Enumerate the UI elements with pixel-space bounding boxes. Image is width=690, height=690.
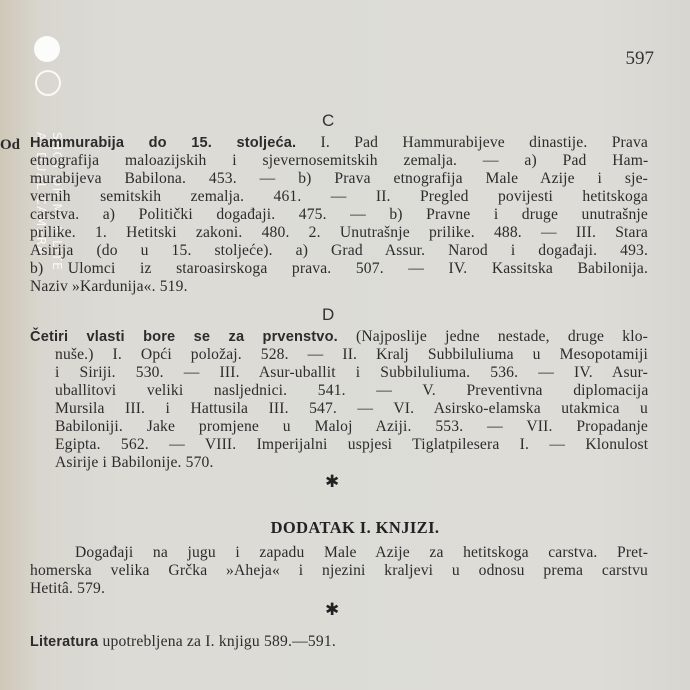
section-d-line: Egipta. 562. — VIII. Imperijalni uspjesi Tiglatpilesera I. — Klonulost xyxy=(55,436,649,453)
literature-text: upotrebljena za I. knjigu 589.—591. xyxy=(98,633,336,650)
section-d-line: i Siriji. 530. — III. Asur-uballit i Subbiluliuma. 536. — IV. Asur- xyxy=(55,364,648,381)
page-number: 597 xyxy=(625,48,654,69)
section-d-line: uballitovi veliki nasljednici. 541. — V. Preventivna diplomacija xyxy=(55,382,649,399)
margin-fragment: Od xyxy=(0,137,21,153)
section-c-line: prilike. 1. Hetitski zakoni. 480. 2. Unutrašnje prilike. 488. — III. Stara xyxy=(30,224,648,241)
section-d-paragraph xyxy=(30,328,648,472)
section-c-line: carstva. a) Politički događaji. 475. — b) Pravne i druge unutrašnje xyxy=(30,206,648,223)
section-d-line: Asirije i Babilonije. 570. xyxy=(55,454,214,471)
section-d-line: Četiri vlasti bore se za prvenstvo. (Najposlije jedne nestade, druge klo- xyxy=(30,328,648,345)
section-d-line: Babiloniji. Jake promjene u Maloj Aziji. 553. — VII. Propadanje xyxy=(55,418,648,435)
section-d-line: nuše.) I. Opći položaj. 528. — II. Kralj Subbiluliuma u Mesopotamiji xyxy=(55,346,648,363)
section-d-title: Četiri vlasti bore se za prvenstvo. xyxy=(30,329,338,345)
appendix-heading: DODATAK I. KNJIZI. xyxy=(270,518,440,537)
watermark-line-1: SHOT ON MI 8 LITE xyxy=(50,132,64,272)
section-c-paragraph xyxy=(30,134,648,296)
appendix-paragraph xyxy=(30,544,648,598)
watermark-line-2: AI DUAL CAMERA xyxy=(34,132,48,256)
watermark-ring-icon xyxy=(35,70,61,96)
separator-star-icon: ✱ xyxy=(325,600,340,620)
watermark-dot-icon xyxy=(34,36,60,62)
section-d-line: Mursila III. i Hattusila III. 547. — VI. Asirsko-elamska utakmica u xyxy=(55,400,648,417)
section-c-line: Hammurabija do 15. stoljeća. I. Pad Hammurabijeve dinastije. Prava xyxy=(30,134,648,151)
section-c-line: murabijeva Babilona. 453. — b) Prava etnografija Male Azije i sje- xyxy=(30,170,648,187)
literature-line xyxy=(30,633,336,651)
appendix-line: Hetitâ. 579. xyxy=(30,580,105,597)
section-c-line: b) Ulomci iz staroasirskoga prava. 507. — IV. Kassitska Babilonija. xyxy=(30,260,648,277)
literature-title: Literatura xyxy=(30,634,99,650)
section-letter-c: C xyxy=(322,111,335,130)
section-c-line: vernih semitskih zemalja. 461. — II. Pregled povijesti hetitskoga xyxy=(30,188,648,205)
section-c-line: Naziv »Kardunija«. 519. xyxy=(30,278,188,295)
separator-star-icon: ✱ xyxy=(325,472,340,492)
section-letter-d: D xyxy=(322,305,335,324)
appendix-line: homerska velika Grčka »Aheja« i njezini kraljevi u odnosu prema carstvu xyxy=(30,562,648,579)
section-c-title: Hammurabija do 15. stoljeća. xyxy=(30,135,297,151)
appendix-line: Događaji na jugu i zapadu Male Azije za hetitskoga carstva. Pret- xyxy=(75,544,649,561)
section-c-line: etnografija maloazijskih i sjevernosemitskih zemalja. — a) Pad Ham- xyxy=(30,152,649,169)
section-c-line: Asirija (do u 15. stoljeće). a) Grad Assur. Narod i događaji. 493. xyxy=(30,242,649,259)
